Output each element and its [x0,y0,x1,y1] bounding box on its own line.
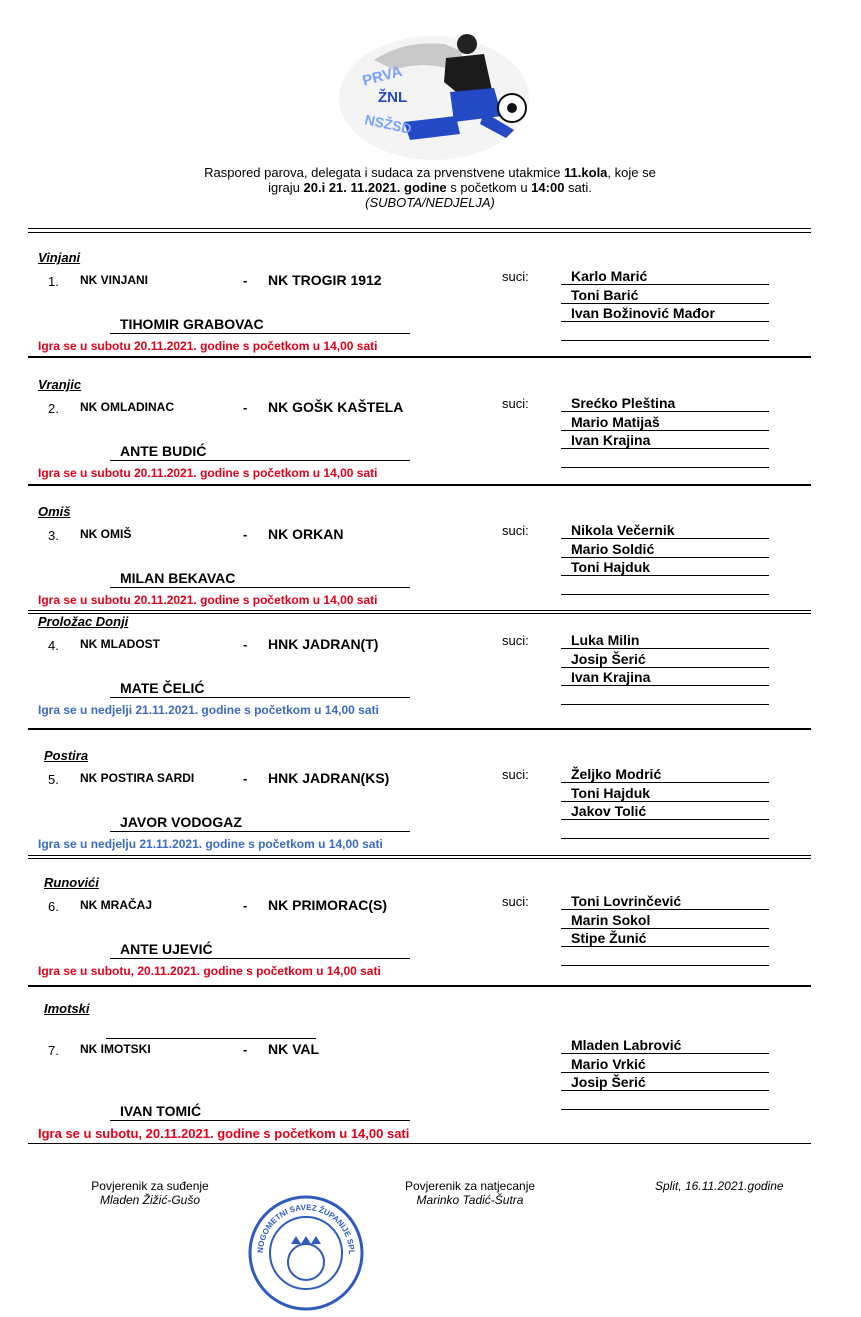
home-team: NK MRAČAJ [80,898,152,912]
place-and-date: Split, 16.11.2021.godine [655,1179,784,1193]
home-team: NK OMLADINAC [80,400,174,414]
venue-name: Omiš [38,504,71,519]
referee-blank-line [561,838,769,839]
referee-name: Marin Sokol [561,912,769,929]
referee-name: Ivan Krajina [561,669,769,686]
referee-name: Mladen Labrović [561,1037,769,1054]
away-team: HNK JADRAN(KS) [268,770,390,786]
venue-name: Vranjic [38,377,82,392]
referee-name: Jakov Tolić [561,803,769,820]
home-team: NK VINJANI [80,273,149,287]
match-separator [28,858,811,859]
away-team: NK ORKAN [268,526,344,542]
referees-label: suci: [502,633,529,648]
delegate-name: MILAN BEKAVAC [110,570,410,588]
blank-line [106,1038,316,1039]
match-number: 6. [48,899,59,914]
versus-dash: - [243,898,248,913]
match-separator [28,855,811,856]
away-team: NK TROGIR 1912 [268,272,382,288]
venue-name: Proložac Donji [38,614,129,629]
referees-label: suci: [502,894,529,909]
referee-name: Josip Šerić [561,1074,769,1091]
svg-text:NOGOMETNI SAVEZ ŽUPANIJE SPLIT: NOGOMETNI SAVEZ ŽUPANIJE SPL [255,1202,357,1255]
referee-name: Toni Hajduk [561,785,769,802]
home-team: NK POSTIRA SARDI [80,771,195,785]
match-number: 3. [48,528,59,543]
versus-dash: - [243,1042,248,1057]
referee-name: Mario Matijaš [561,414,769,431]
match-note: Igra se u nedjelji 21.11.2021. godine s početkom u 14,00 sati [38,703,379,717]
delegate-name: TIHOMIR GRABOVAC [110,316,410,334]
match-separator [28,1143,811,1144]
referee-name: Željko Modrić [561,766,769,783]
referees-label: suci: [502,269,529,284]
delegate-name: ANTE BUDIĆ [110,443,410,461]
referees-label: suci: [502,523,529,538]
referee-name: Josip Šerić [561,651,769,668]
away-team: NK GOŠK KAŠTELA [268,399,404,415]
svg-text:PRVA: PRVA [360,63,404,90]
competition-commissioner-signature: Povjerenik za natjecanje Marinko Tadić-Šutra [404,1179,536,1207]
match-separator [28,484,811,486]
referee-name: Mario Vrkić [561,1056,769,1073]
delegate-name: IVAN TOMIĆ [110,1103,410,1121]
venue-name: Runovići [44,875,99,890]
svg-text:ŽNL: ŽNL [378,89,408,106]
referee-commissioner-signature: Povjerenik za suđenje Mladen Žižić-Gušo [91,1179,209,1207]
referees-label: suci: [502,396,529,411]
match-separator [28,613,811,614]
versus-dash: - [243,527,248,542]
referee-name: Toni Lovrinčević [561,893,769,910]
referee-blank-line [561,340,769,341]
match-note: Igra se u nedjelju 21.11.2021. godine s početkom u 14,00 sati [38,837,383,851]
referee-blank-line [561,965,769,966]
versus-dash: - [243,771,248,786]
match-number: 2. [48,401,59,416]
versus-dash: - [243,400,248,415]
venue-name: Imotski [44,1001,90,1016]
referee-blank-line [561,1109,769,1110]
match-note: Igra se u subotu 20.11.2021. godine s početkom u 14,00 sati [38,593,378,607]
referee-name: Toni Hajduk [561,559,769,576]
schedule-header: Raspored parova, delegata i sudaca za prvenstvene utakmice 11.kola, koje se igraju 20.i 21. 11.2021. godine s početkom u 14:00 sati. (SUBOTA/NEDJELJA) [204,165,656,210]
match-separator [28,356,811,358]
delegate-name: ANTE UJEVIĆ [110,941,410,959]
league-logo [334,30,544,162]
referee-name: Stipe Žunić [561,930,769,947]
referee-name: Srećko Pleština [561,395,769,412]
referee-name: Ivan Božinović Mađor [561,305,769,322]
venue-name: Postira [44,748,89,763]
away-team: NK VAL [268,1041,320,1057]
svg-text:NSŽSD: NSŽSD [363,111,414,137]
venue-name: Vinjani [38,250,81,265]
match-number: 1. [48,274,59,289]
referee-blank-line [561,704,769,705]
header-separator [28,228,811,233]
match-note: Igra se u subotu, 20.11.2021. godine s početkom u 14,00 sati [38,1126,410,1141]
referee-name: Mario Soldić [561,541,769,558]
match-separator [28,610,811,611]
delegate-name: MATE ČELIĆ [110,680,410,698]
home-team: NK OMIŠ [80,527,132,541]
referees-label: suci: [502,767,529,782]
match-number: 7. [48,1043,59,1058]
home-team: NK MLADOST [80,637,160,651]
versus-dash: - [243,637,248,652]
referee-name: Luka Milin [561,632,769,649]
match-number: 4. [48,638,59,653]
referee-name: Toni Barić [561,287,769,304]
match-number: 5. [48,772,59,787]
referee-blank-line [561,467,769,468]
referee-blank-line [561,594,769,595]
match-note: Igra se u subotu 20.11.2021. godine s početkom u 14,00 sati [38,339,378,353]
referee-name: Karlo Marić [561,268,769,285]
versus-dash: - [243,273,248,288]
match-note: Igra se u subotu 20.11.2021. godine s početkom u 14,00 sati [38,466,378,480]
association-stamp [247,1194,365,1312]
match-separator [28,985,811,987]
away-team: HNK JADRAN(T) [268,636,379,652]
referee-name: Ivan Krajina [561,432,769,449]
match-note: Igra se u subotu, 20.11.2021. godine s početkom u 14,00 sati [38,964,381,978]
referee-name: Nikola Večernik [561,522,769,539]
match-separator [28,728,811,730]
delegate-name: JAVOR VODOGAZ [110,814,410,832]
away-team: NK PRIMORAC(S) [268,897,387,913]
home-team: NK IMOTSKI [80,1042,151,1056]
